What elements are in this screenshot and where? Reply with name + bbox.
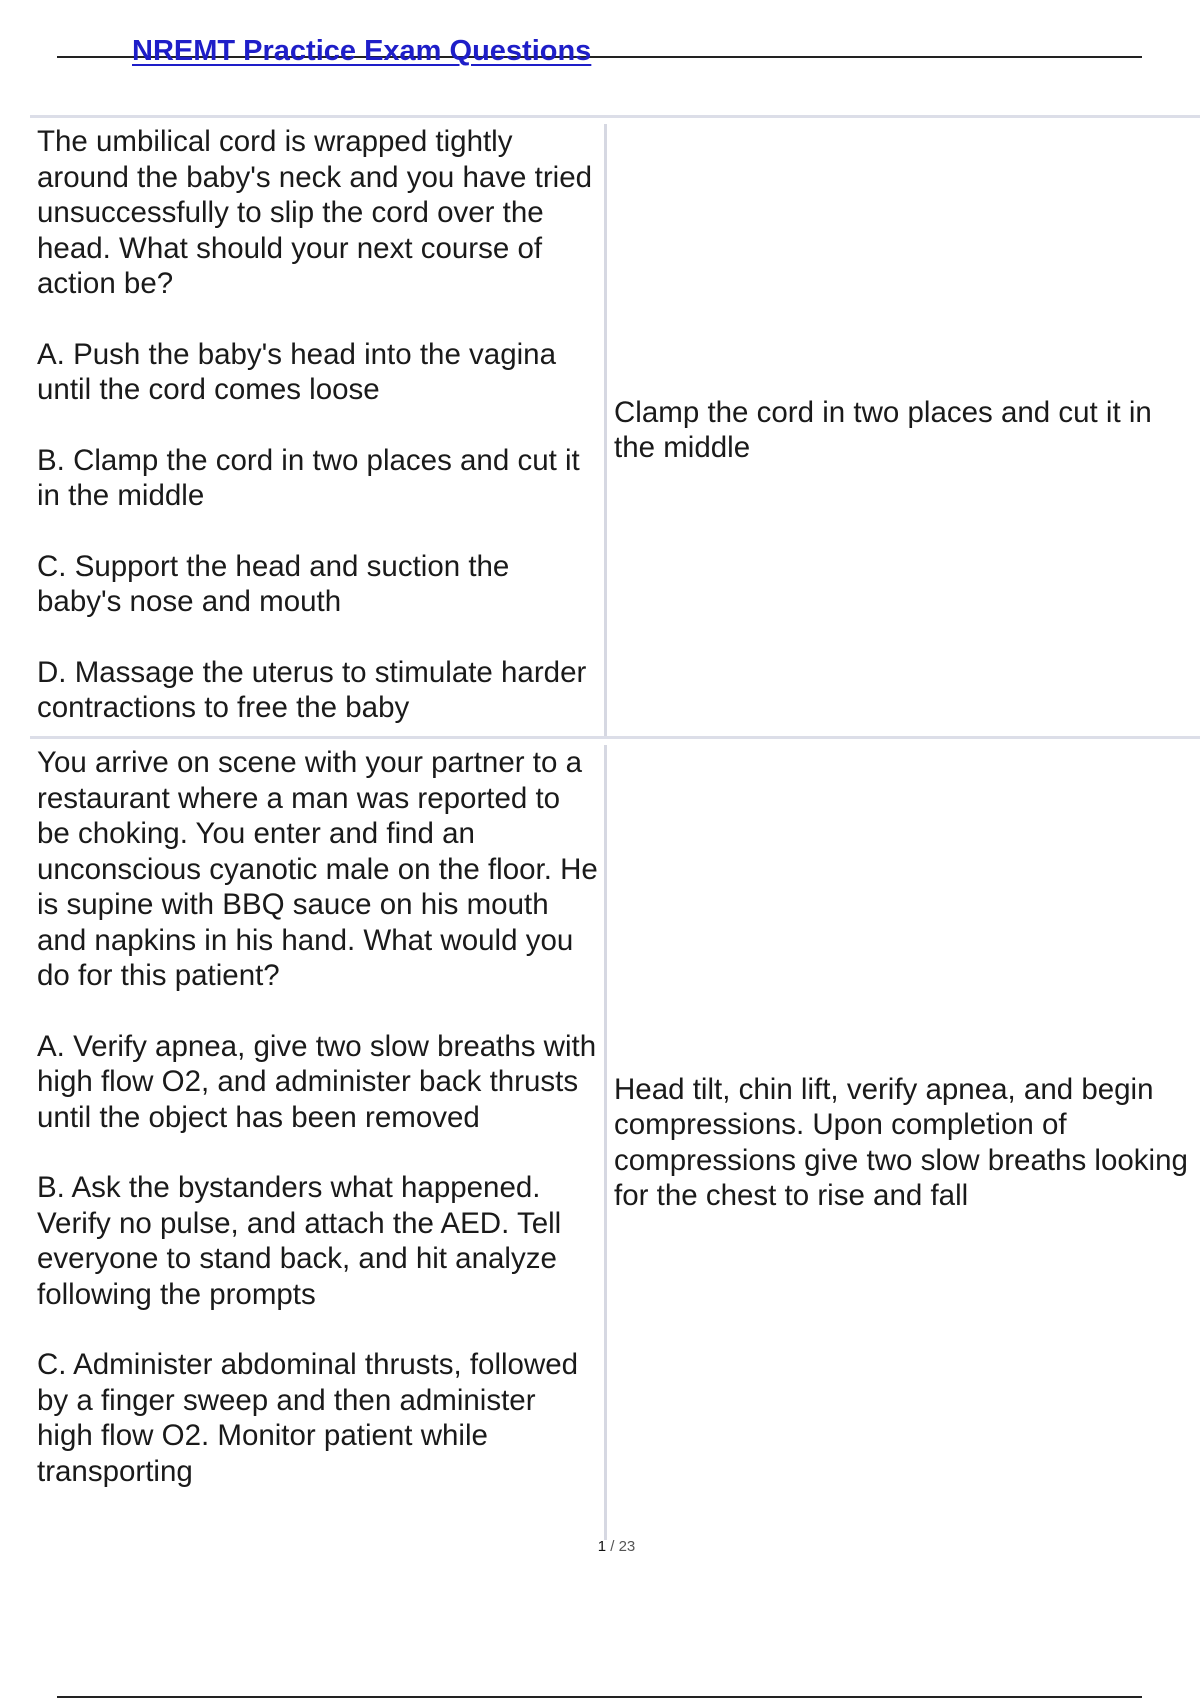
answer-cell [607,124,1200,736]
qa-row [30,115,1200,736]
qa-table [30,115,1200,1540]
page-total: 23 [618,1538,636,1555]
correct-answer: Clamp the cord in two places and cut it in the middle [614,395,1152,464]
answer-option: A. Push the baby's head into the vagina until the cord comes loose [37,337,556,406]
answer-option: D. Massage the uterus to stimulate harder contractions to free the baby [37,655,587,724]
answer-option: B. Ask the bystanders what happened. Verify no pulse, and attach the AED. Tell everyone to stand back, and hit analyze following the prompts [37,1171,562,1311]
answer-option: C. Support the head and suction the baby's nose and mouth [37,549,510,618]
page-separator: / [606,1538,619,1555]
answer-option: C. Administer abdominal thrusts, followed by a finger sweep and then administer high flow O2. Monitor patient while transporting [37,1348,579,1488]
answer-option: A. Verify apnea, give two slow breaths with high flow O2, and administer back thrusts until the object has been removed [37,1029,597,1134]
document-title: NREMT Practice Exam Questions [132,35,592,67]
question-text: You arrive on scene with your partner to a restaurant where a man was reported to be choking. You enter and find an unconscious cyanotic male on the floor. He is supine with BBQ sauce on his mouth and napkins in his hand. What would you do for this patient? [37,746,598,992]
page-current: 1 [597,1538,607,1555]
question-cell [30,745,607,1540]
qa-row [30,736,1200,1540]
correct-answer: Head tilt, chin lift, verify apnea, and begin compressions. Upon completion of compressions give two slow breaths looking for the chest to rise and fall [614,1072,1188,1212]
page-number [0,1538,1200,1555]
footer-rule [57,1696,1142,1698]
question-text: The umbilical cord is wrapped tightly around the baby's neck and you have tried unsuccessfully to slip the cord over the head. What should your next course of action be? [37,125,593,300]
answer-option: B. Clamp the cord in two places and cut it in the middle [37,443,580,512]
question-cell [30,124,607,736]
answer-cell [607,745,1200,1540]
